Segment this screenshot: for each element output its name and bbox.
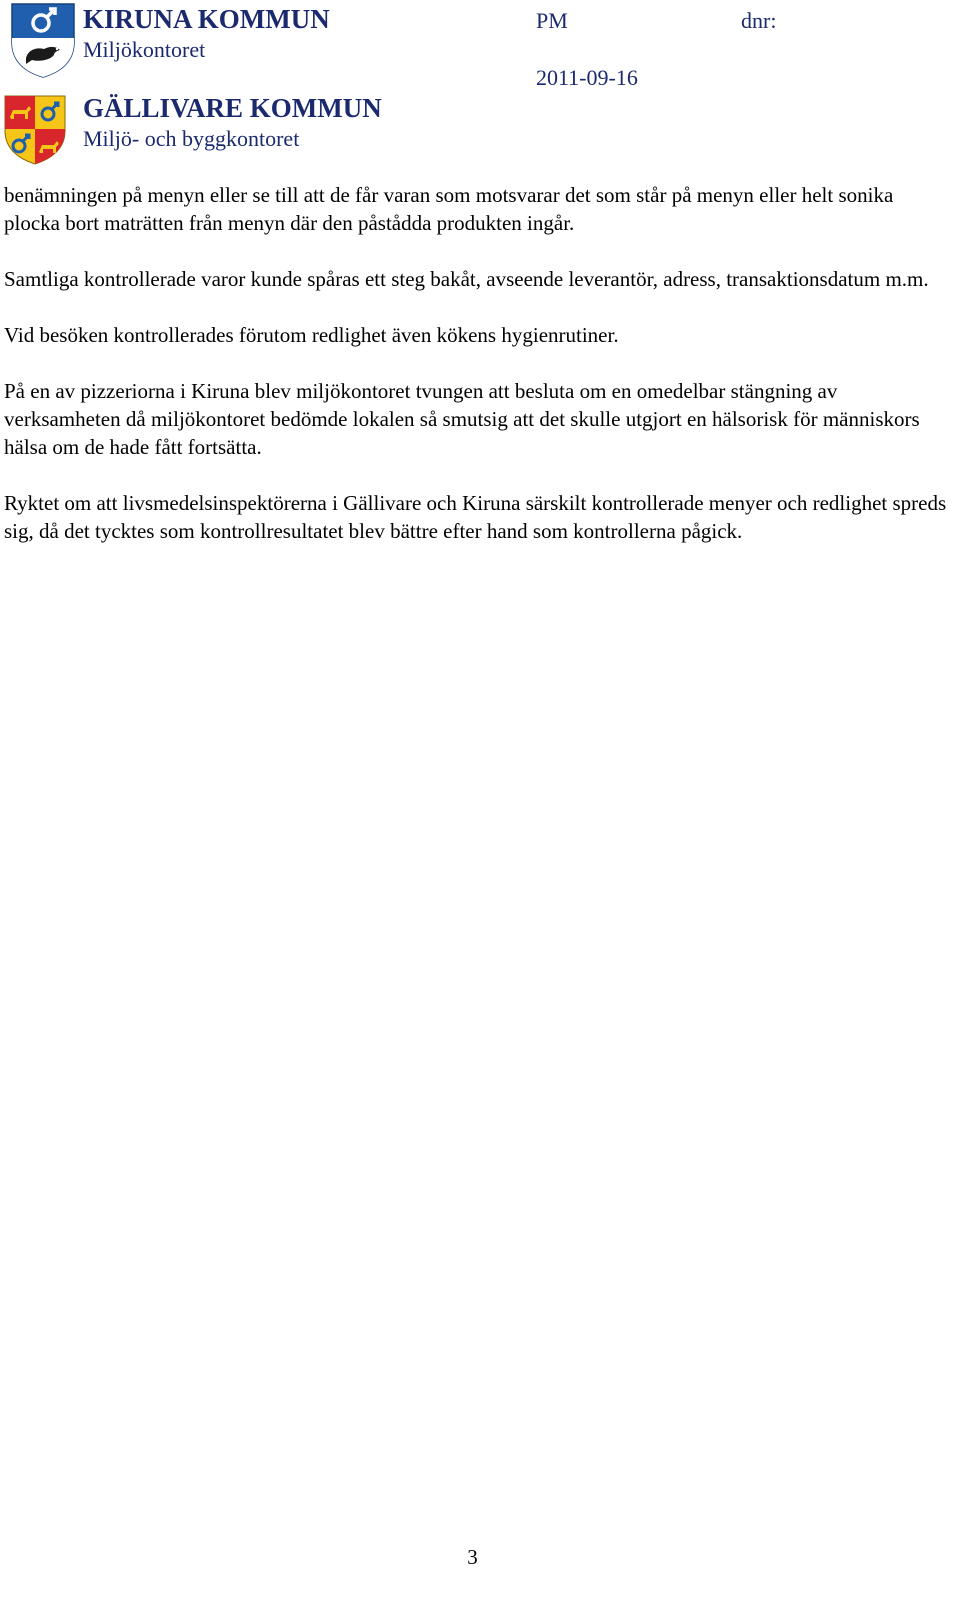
document-date: 2011-09-16 <box>536 65 638 90</box>
registration-number-label: dnr: <box>741 8 777 33</box>
gallivare-coat-of-arms-icon <box>4 95 66 165</box>
body-paragraph: Vid besöken kontrollerades förutom redlighet även kökens hygienrutiner. <box>4 323 619 347</box>
kiruna-municipality-name: KIRUNA KOMMUN <box>83 4 330 34</box>
gallivare-department-name: Miljö- och byggkontoret <box>83 126 300 151</box>
gallivare-municipality-name: GÄLLIVARE KOMMUN <box>83 93 382 123</box>
document-body <box>4 181 949 573</box>
body-paragraph: Ryktet om att livsmedelsinspektörerna i Gällivare och Kiruna särskilt kontrollerade menyer och redlighet spreds sig, då det tycktes som kontrollresultatet blev bättre efter hand som kontrollerna pågick. <box>4 491 947 543</box>
page-number: 3 <box>467 1545 478 1569</box>
document-type: PM <box>536 8 568 33</box>
body-paragraph: Samtliga kontrollerade varor kunde spåras ett steg bakåt, avseende leverantör, adress, transaktionsdatum m.m. <box>4 267 929 291</box>
body-paragraph: benämningen på menyn eller se till att de får varan som motsvarar det som står på menyn eller helt sonika plocka bort maträtten från menyn där den påstådda produkten ingår. <box>4 183 894 235</box>
kiruna-coat-of-arms-icon <box>10 2 76 78</box>
body-paragraph: På en av pizzeriorna i Kiruna blev miljökontoret tvungen att besluta om en omedelbar stängning av verksamheten då miljökontoret bedömde lokalen så smutsig att det skulle utgjort en hälsorisk för människors hälsa om de hade fått fortsätta. <box>4 379 920 459</box>
kiruna-department-name: Miljökontoret <box>83 37 206 62</box>
